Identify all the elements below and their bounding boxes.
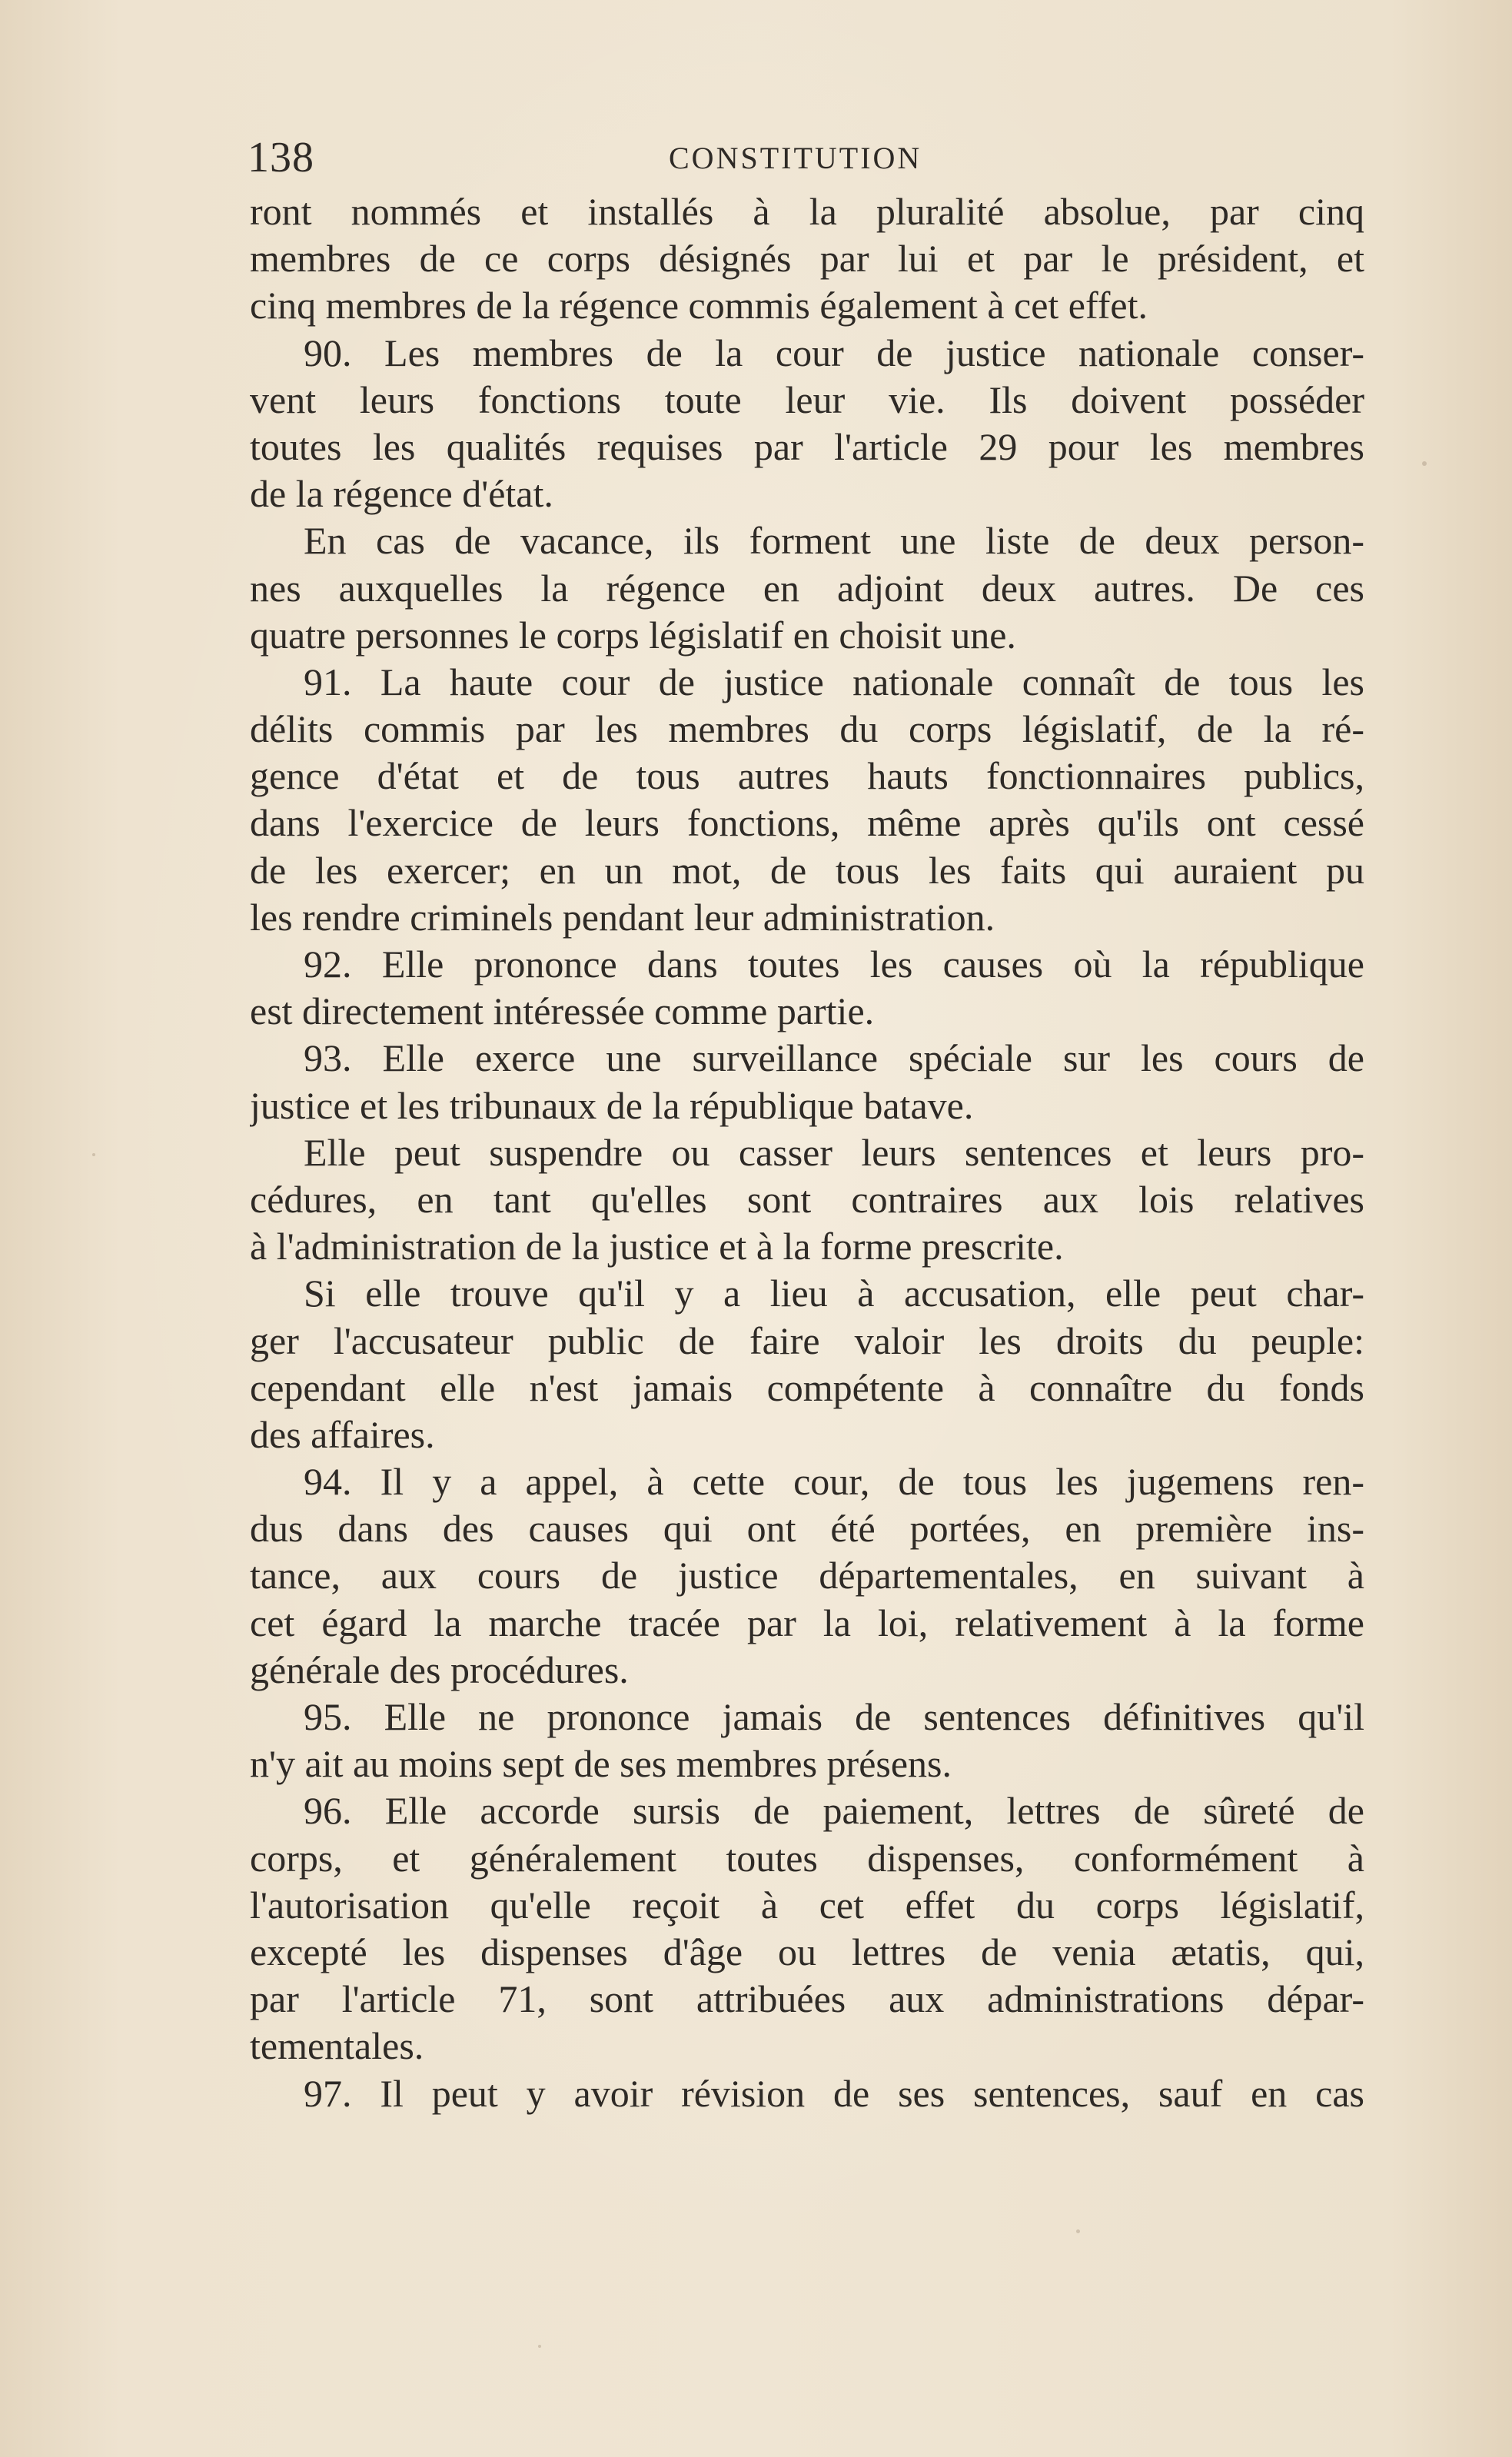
text-line: toutes les qualités requises par l'article 29 pour les membres: [250, 424, 1364, 468]
text-line: à l'administration de la justice et à la forme prescrite.: [250, 1225, 1064, 1268]
text-line: 91. La haute cour de justice nationale connaît de tous les: [304, 660, 1364, 703]
text-line: gence d'état et de tous autres hauts fonctionnaires publics,: [250, 754, 1364, 798]
paper-speck: [538, 2345, 541, 2348]
text-line: 97. Il peut y avoir révision de ses sentences, sauf en cas: [304, 2071, 1364, 2115]
text-line: dus dans des causes qui ont été portées, en première ins-: [250, 1507, 1364, 1551]
text-line: nes auxquelles la régence en adjoint deux autres. De ces: [250, 566, 1364, 610]
text-line: tementales.: [250, 2024, 424, 2068]
text-line: membres de ce corps désignés par lui et par le président, et: [250, 237, 1364, 281]
text-line: cédures, en tant qu'elles sont contraires aux lois relatives: [250, 1177, 1364, 1221]
text-line: 92. Elle prononce dans toutes les causes où la république: [304, 943, 1364, 986]
paper-speck: [1076, 2229, 1080, 2233]
text-line: excepté les dispenses d'âge ou lettres de venia ætatis, qui,: [250, 1930, 1364, 1973]
text-line: les rendre criminels pendant leur administration.: [250, 895, 995, 939]
text-line: 93. Elle exerce une surveillance spéciale sur les cours de: [304, 1036, 1364, 1080]
text-line: 90. Les membres de la cour de justice nationale conser-: [304, 331, 1364, 374]
text-line: 94. Il y a appel, à cette cour, de tous les jugemens ren-: [304, 1460, 1364, 1504]
text-line: ront nommés et installés à la pluralité absolue, par cinq: [250, 190, 1364, 233]
text-line: Si elle trouve qu'il y a lieu à accusation, elle peut char-: [304, 1272, 1364, 1315]
page-header: [248, 131, 1362, 185]
text-line: des affaires.: [250, 1412, 435, 1456]
text-line: 95. Elle ne prononce jamais de sentences définitives qu'il: [304, 1695, 1364, 1738]
text-line: cinq membres de la régence commis également à cet effet.: [250, 284, 1148, 327]
text-line: par l'article 71, sont attribuées aux administrations dépar-: [250, 1977, 1364, 2021]
text-line: de les exercer; en un mot, de tous les faits qui auraient pu: [250, 848, 1364, 892]
text-line: générale des procédures.: [250, 1647, 629, 1691]
page-number: 138: [248, 134, 314, 181]
text-line: délits commis par les membres du corps législatif, de la ré-: [250, 707, 1364, 751]
text-line: justice et les tribunaux de la république batave.: [250, 1083, 974, 1127]
running-head: CONSTITUTION: [669, 141, 922, 175]
text-line: En cas de vacance, ils forment une liste de deux person-: [304, 519, 1364, 563]
text-line: ger l'accusateur public de faire valoir les droits du peuple:: [250, 1318, 1364, 1362]
text-line: est directement intéressée comme partie.: [250, 989, 875, 1033]
paper-speck: [92, 1153, 95, 1156]
text-line: de la régence d'état.: [250, 472, 553, 516]
text-line: vent leurs fonctions toute leur vie. Ils doivent posséder: [250, 377, 1364, 421]
text-line: cet égard la marche tracée par la loi, relativement à la forme: [250, 1601, 1364, 1644]
paper-speck: [1422, 461, 1427, 466]
text-line: l'autorisation qu'elle reçoit à cet effet du corps législatif,: [250, 1883, 1364, 1927]
body-text: [250, 188, 1364, 2117]
text-line: Elle peut suspendre ou casser leurs sentences et leurs pro-: [304, 1130, 1364, 1174]
text-line: n'y ait au moins sept de ses membres présens.: [250, 1742, 952, 1786]
text-line: 96. Elle accorde sursis de paiement, lettres de sûreté de: [304, 1789, 1364, 1833]
text-line: corps, et généralement toutes dispenses, conformément à: [250, 1836, 1364, 1880]
text-line: quatre personnes le corps législatif en choisit une.: [250, 613, 1016, 657]
text-line: dans l'exercice de leurs fonctions, même après qu'ils ont cessé: [250, 801, 1364, 845]
text-line: tance, aux cours de justice départementales, en suivant à: [250, 1554, 1364, 1598]
text-line: cependant elle n'est jamais compétente à connaître du fonds: [250, 1365, 1364, 1409]
